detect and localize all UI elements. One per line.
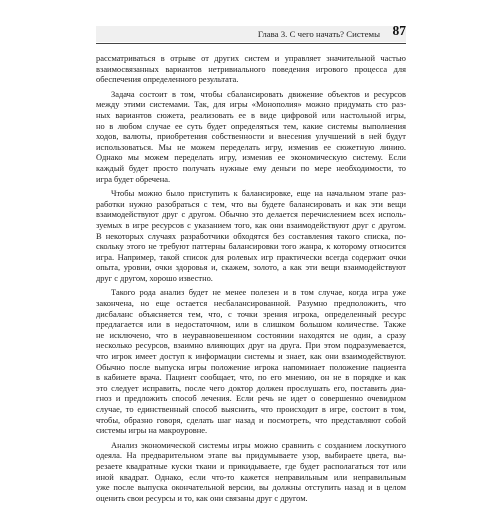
text-line: работки нужно разобраться с тем, что вы будете балансировать и как эти вещи — [96, 198, 406, 209]
text-line: рассматриваться в отрыве от других систем и управляет значительной частью — [96, 53, 406, 63]
text-line: иной квадрат. Однако, если что-то кажется неправильным или неправильным — [96, 471, 406, 482]
text-line: Такого рода анализ будет не менее полезен и в том случае, когда игра уже — [111, 287, 406, 298]
text-line: обеспечения определенного результата. — [96, 74, 239, 85]
text-line: ных вариантов сюжета, реализовать ее в виде цифровой или настольной игры, — [96, 109, 406, 120]
text-line: В некоторых случаях разработчики обходятся без составления такого списка, по- — [96, 230, 406, 241]
text-line: взаимодействуют друг с другом. Обычно это делается перечислением всех исполь- — [96, 209, 406, 220]
text-line: между этими системами. Так, для игры «Монополия» можно придумать сто раз- — [96, 99, 406, 110]
chapter-title: Глава 3. С чего начать? Системы — [257, 29, 380, 39]
paragraph — [96, 188, 406, 283]
text-line: использоваться. Мы не можем переделать игру, изменив ее сюжетную линию. — [96, 141, 406, 152]
text-line: не исключено, что в неуравновешенном состоянии находятся не один, а сразу — [96, 329, 406, 340]
text-line: случае, то единственный способ выяснить, что происходит в игре, состоит в том, — [96, 404, 406, 414]
header-rule — [96, 43, 406, 44]
paragraph — [96, 287, 406, 435]
text-line: но в любом случае ее суть будет определяться тем, какие системы выполнения — [96, 120, 406, 131]
text-line: Однако мы можем переделать игру, изменив ее экономическую систему. Если — [96, 152, 406, 163]
text-line: оценить свои ресурсы и то, как они связаны друг с другом. — [96, 492, 308, 503]
text-line: одеяла. На предварительном этапе вы придумываете узор, выбираете цвета, вы- — [96, 450, 406, 461]
text-line: ходов, валюты, приобретения собственности и внесения улучшений в ней будут — [96, 131, 406, 142]
text-line: гноз и предложить способ лечения. Если речь не идет о совершенно очевидном — [96, 393, 406, 404]
paragraph — [96, 53, 406, 85]
text-line: несколько ресурсов, взаимно влияющих друг на друга. При этом подразумевается, — [96, 340, 406, 351]
text-line: предлагается или в недостаточном, или в слишком большом количестве. Также — [96, 319, 406, 330]
text-line: Обычно после выпуска игры положение игрока напоминает положение пациента — [96, 361, 406, 372]
text-line: системы игры на макроуровне. — [96, 425, 208, 436]
text-line: это следует исправить, после чего доктор должен прослушать его, поставить диа- — [96, 382, 406, 393]
text-line: чтобы, образно говоря, сделать шаг назад и посмотреть, что представляют собой — [96, 414, 406, 425]
text-line: уже после выпуска окончательной версии, вы должны отступить назад и в целом — [96, 482, 406, 493]
text-line: друг с другом, хорошо известно. — [96, 272, 213, 283]
text-line: зуемых в игре ресурсов с указанием того, как они взаимодействуют друг с другом. — [96, 219, 406, 230]
paragraph — [96, 89, 406, 184]
text-line: закончена, но еще остается несбалансированной. Разумно предположить, что — [96, 298, 406, 309]
text-line: игра. Например, такой список для ролевых игр практически всегда содержит очки — [96, 251, 406, 262]
text-line: каждый будет просто получать нужные ему деньги по мере необходимости, то — [96, 162, 406, 173]
page-number: 87 — [392, 23, 406, 38]
text-line: в кабинете врача. Пациент сообщает, что, по его мнению, он не в порядке и как — [96, 372, 406, 383]
text-line: игра будет обречена. — [96, 173, 171, 184]
text-line: взаимосвязанных вариантов нетривиального поведения игрового процесса для — [96, 63, 406, 74]
paragraph — [96, 440, 406, 504]
text-line: Чтобы можно было приступить к балансировке, еще на начальном этапе раз- — [111, 188, 406, 199]
text-line: скольку этого не требуют паттерны балансировки того жанра, к которому относится — [96, 241, 406, 252]
text-line: опыта, уровни, очки здоровья и, скажем, золото, а как эти вещи взаимодействуют — [96, 262, 406, 273]
body-text — [96, 53, 406, 507]
text-line: Задача состоит в том, чтобы сбалансировать движение объектов и ресурсов — [111, 88, 406, 99]
running-header — [96, 23, 406, 42]
text-line: резаете квадратные куски ткани и прикидываете, где будет располагаться тот или — [96, 460, 406, 471]
text-line: Анализ экономической системы игры можно сравнить с созданием лоскутного — [111, 439, 406, 450]
text-line: что игрок имеет доступ к информации системы и знает, как они взаимодействуют. — [96, 351, 406, 362]
text-line: дисбаланс объясняется тем, что, с точки зрения игрока, определенный ресурс — [96, 308, 406, 319]
